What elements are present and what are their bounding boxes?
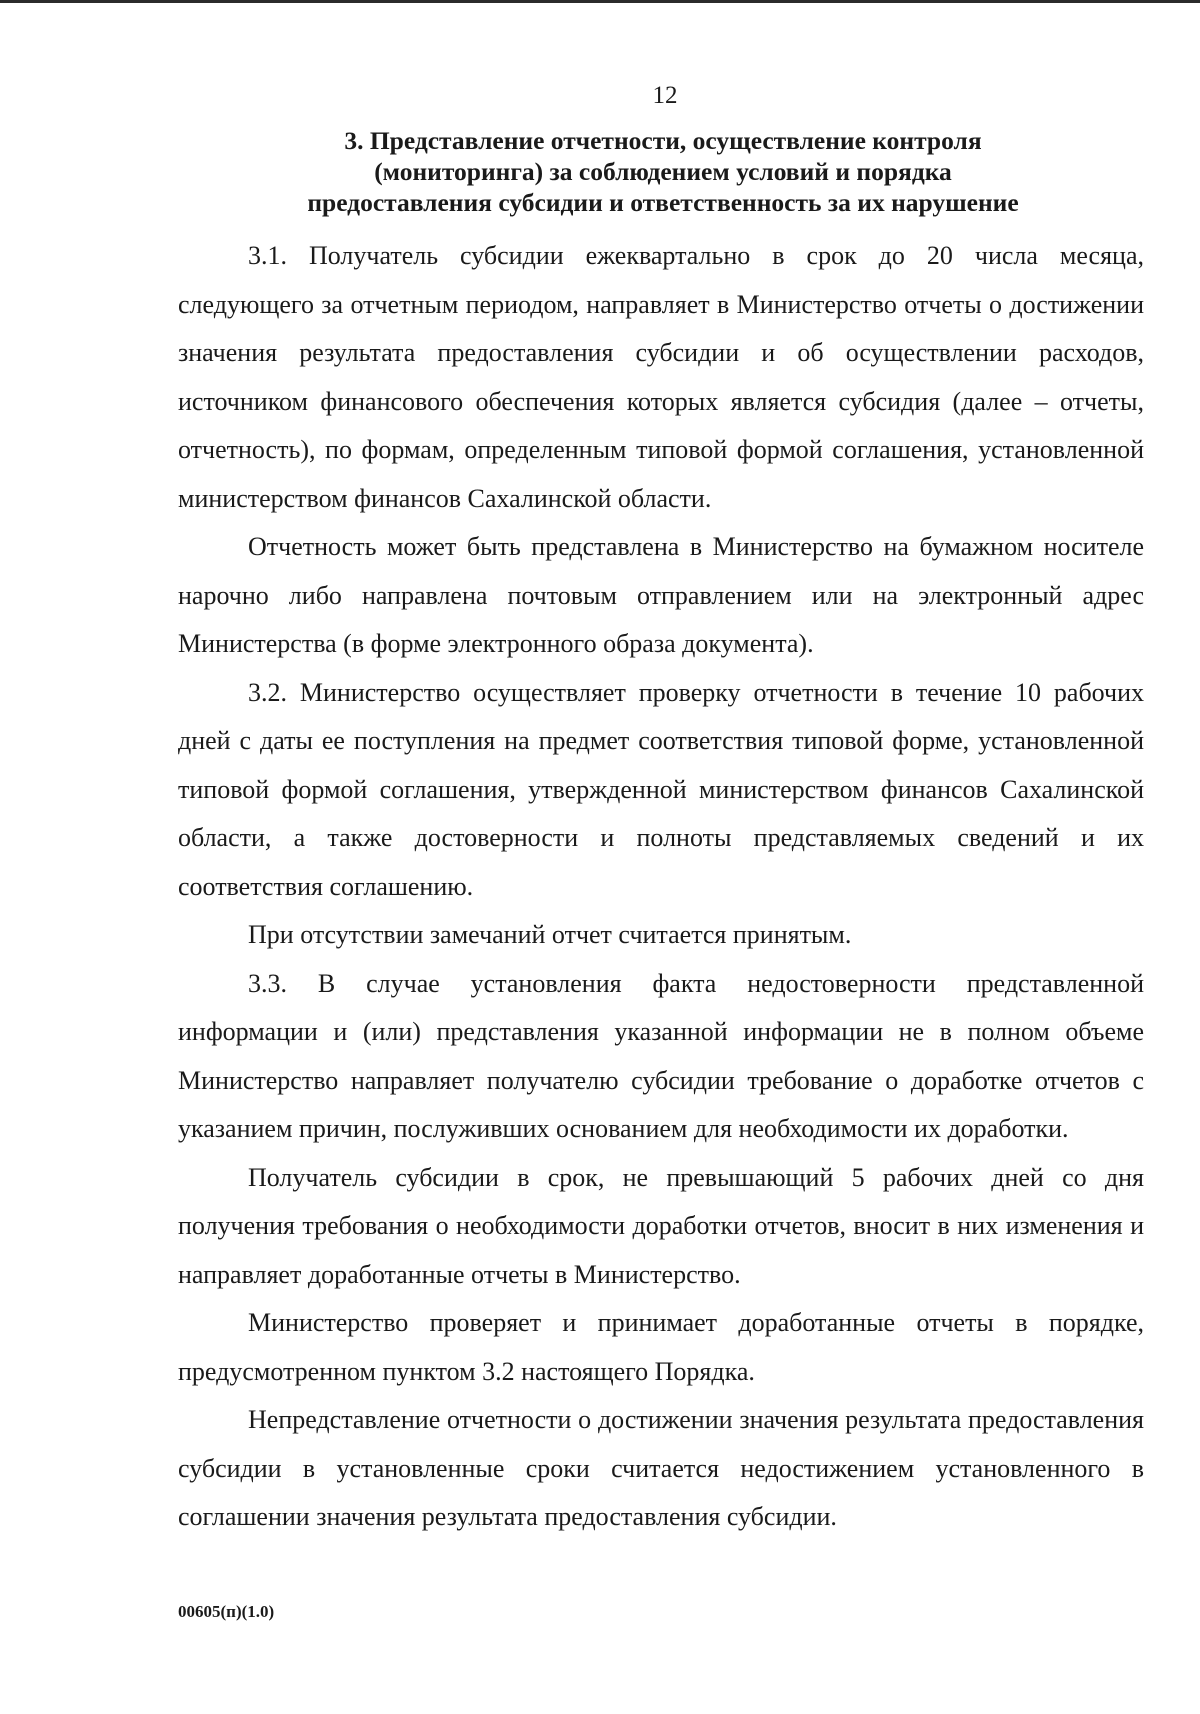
section-heading (178, 125, 1148, 218)
paragraph-report-accepted: При отсутствии замечаний отчет считается принятым. (248, 920, 852, 949)
top-border-line (0, 0, 1200, 3)
document-code: 00605(п)(1.0) (178, 1602, 275, 1621)
paragraph-non-submission: Непредставление отчетности о достижении значения результата предоставления субсидии в установленные сроки считается недостижением установленного в соглашении значения результата предоставления субсидии. (178, 1405, 1144, 1531)
paragraph-3-2: 3.2. Министерство осуществляет проверку отчетности в течение 10 рабочих дней с даты ее поступления на предмет соответствия типовой форме, установленной типовой формой соглашения, утвержденной министерством финансов Сахалинской области, а также достоверности и полноты представляемых сведений и их соответствия соглашению. (178, 677, 1144, 901)
heading-line: (мониторинга) за соблюдением условий и порядка (374, 157, 952, 186)
page-number: 12 (652, 82, 678, 109)
paragraph-reporting-submission: Отчетность может быть представлена в Министерство на бумажном носителе нарочно либо направлена почтовым отправлением или на электронный адрес Министерства (в форме электронного образа документа). (178, 532, 1144, 658)
paragraph-revision-deadline: Получатель субсидии в срок, не превышающий 5 рабочих дней со дня получения требования о необходимости доработки отчетов, вносит в них изменения и направляет доработанные отчеты в Министерство. (178, 1162, 1144, 1289)
heading-line: 3. Представление отчетности, осуществление контроля (344, 126, 982, 155)
paragraph-3-1: 3.1. Получатель субсидии ежеквартально в срок до 20 числа месяца, следующего за отчетным периодом, направляет в Министерство отчеты о достижении значения результата предоставления субсидии и об осуществлении расходов, источником финансового обеспечения которых является субсидия (далее – отчеты, отчетность), по формам, определенным типовой формой соглашения, установленной министерством финансов Сахалинской области. (178, 241, 1144, 513)
document-body (178, 232, 1144, 1542)
paragraph-3-3: 3.3. В случае установления факта недостоверности представленной информации и (или) представления указанной информации не в полном объеме Министерство направляет получателю субсидии требование о доработке отчетов с указанием причин, послуживших основанием для необходимости их доработки. (178, 968, 1144, 1143)
heading-line: предоставления субсидии и ответственность за их нарушение (307, 188, 1019, 217)
paragraph-revised-review: Министерство проверяет и принимает доработанные отчеты в порядке, предусмотренном пунктом 3.2 настоящего Порядка. (178, 1308, 1144, 1386)
